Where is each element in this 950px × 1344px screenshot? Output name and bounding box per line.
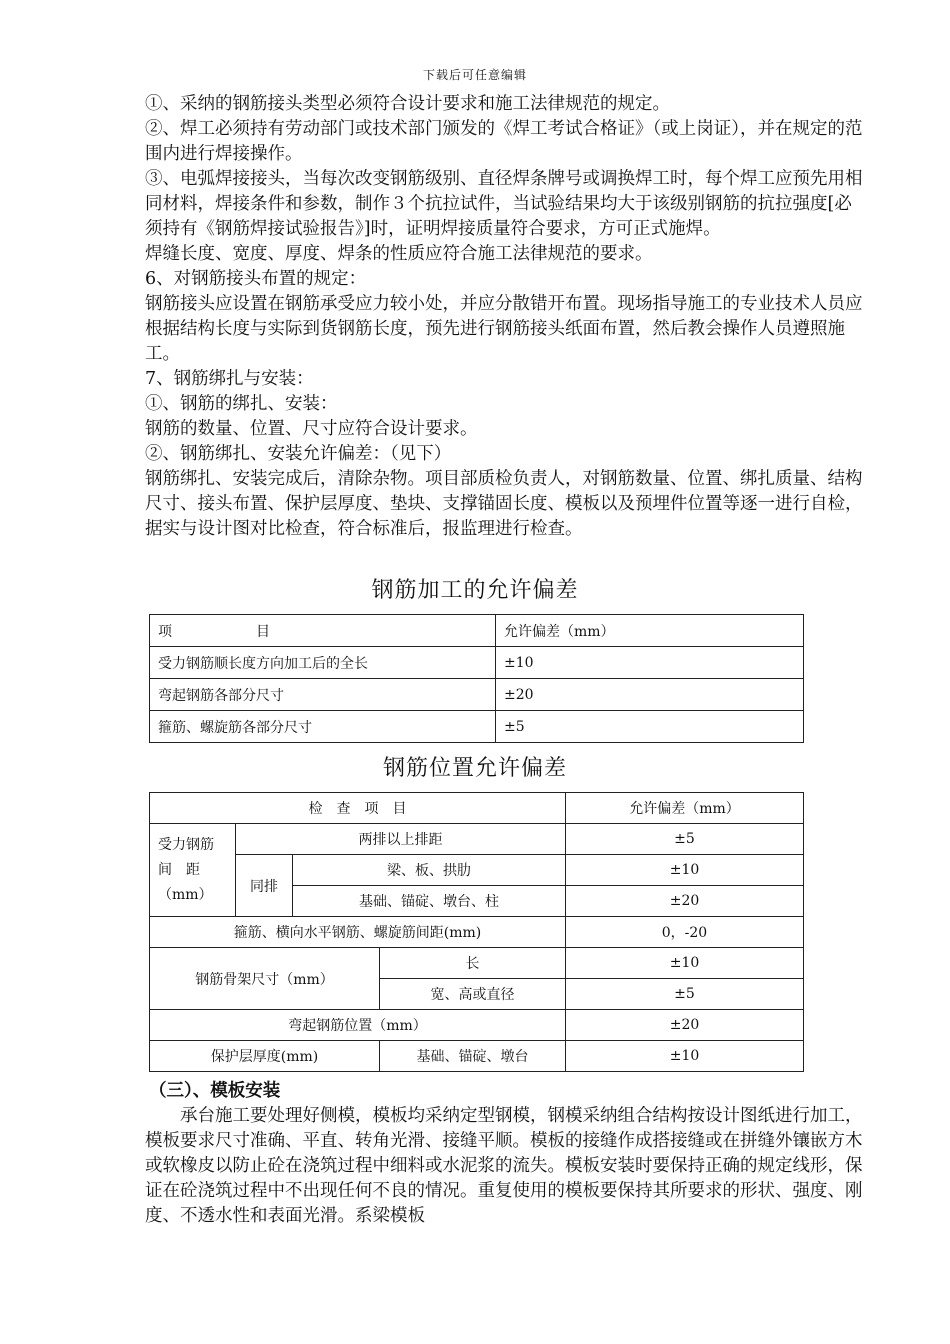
header-tolerance: 允许偏差（mm） <box>566 793 804 824</box>
cell-tolerance: ±5 <box>566 979 804 1010</box>
table-row <box>150 917 804 948</box>
cell-tolerance: 0，-20 <box>566 917 804 948</box>
cell-tolerance: ±5 <box>496 711 804 743</box>
cell-item: 两排以上排距 <box>236 824 566 855</box>
table-row <box>150 1041 804 1072</box>
paragraph: 钢筋的数量、位置、尺寸应符合设计要求。 <box>145 419 478 439</box>
table-row <box>150 711 804 743</box>
table-row <box>150 1010 804 1041</box>
paragraph: ①、钢筋的绑扎、安装： <box>145 394 338 414</box>
paragraph: ①、采纳的钢筋接头类型必须符合设计要求和施工法律规范的规定。 <box>145 94 670 114</box>
cell-tolerance: ±20 <box>566 886 804 917</box>
table1-caption: 钢筋加工的允许偏差 <box>371 578 579 603</box>
table-header-row <box>150 793 804 824</box>
cell-tolerance: ±10 <box>566 948 804 979</box>
paragraph: ②、钢筋绑扎、安装允许偏差：（见下） <box>145 444 452 464</box>
table-row <box>150 679 804 711</box>
header-item: 项 目 <box>150 615 496 647</box>
cell-item: 箍筋、螺旋筋各部分尺寸 <box>150 711 496 743</box>
cell-tolerance: ±10 <box>496 647 804 679</box>
page-header: 下载后可任意编辑 <box>422 68 527 82</box>
paragraph: 焊缝长度、宽度、厚度、焊条的性质应符合施工法律规范的要求。 <box>145 244 653 264</box>
cell-item: 基础、锚碇、墩台 <box>380 1041 566 1072</box>
cell-item: 受力钢筋顺长度方向加工后的全长 <box>150 647 496 679</box>
table2-caption: 钢筋位置允许偏差 <box>382 756 567 781</box>
table-row <box>150 647 804 679</box>
cell-item: 箍筋、横向水平钢筋、螺旋筋间距(mm) <box>150 917 566 948</box>
paragraph: 6、对钢筋接头布置的规定： <box>145 269 367 289</box>
cell-tolerance: ±20 <box>496 679 804 711</box>
processing-tolerance-table <box>149 614 804 743</box>
paragraph: ②、焊工必须持有劳动部门或技术部门颁发的《焊工考试合格证》（或上岗证），并在规定的范围内进行焊接操作。 <box>145 119 863 164</box>
header-item: 检 查 项 目 <box>150 793 566 824</box>
paragraph: ③、电弧焊接接头，当每次改变钢筋级别、直径焊条牌号或调换焊工时，每个焊工应预先用相同材料，焊接条件和参数，制作３个抗拉试件，当试验结果均大于该级别钢筋的抗拉强度[必须持有《钢筋焊接试验报告》]时，证明焊接质量符合要求，方可正式施焊。 <box>145 169 863 239</box>
cell-tolerance: ±10 <box>566 855 804 886</box>
paragraph: 钢筋绑扎、安装完成后，清除杂物。项目部质检负责人，对钢筋数量、位置、绑扎质量、结构尺寸、接头布置、保护层厚度、垫块、支撑锚固长度、模板以及预埋件位置等逐一进行自检，据实与设计图对比检查，符合标准后，报监理进行检查。 <box>145 469 863 539</box>
section-title: （三）、模板安装 <box>149 1081 281 1101</box>
table-row <box>150 824 804 855</box>
cell-tolerance: ±10 <box>566 1041 804 1072</box>
spacing-label: 受力钢筋间 距（mm） <box>150 824 236 917</box>
table-row <box>150 855 804 886</box>
paragraph: 钢筋接头应设置在钢筋承受应力较小处，并应分散错开布置。现场指导施工的专业技术人员应根据结构长度与实际到货钢筋长度，预先进行钢筋接头纸面布置，然后教会操作人员遵照施工。 <box>145 294 863 364</box>
same-row-label: 同排 <box>236 855 293 917</box>
paragraph: 7、钢筋绑扎与安装： <box>145 369 314 389</box>
table-header-row <box>150 615 804 647</box>
header-tolerance: 允许偏差（mm） <box>496 615 804 647</box>
tail-text <box>145 1104 865 1229</box>
frame-label: 钢筋骨架尺寸（mm） <box>150 948 380 1010</box>
paragraph: 承台施工要处理好侧模，模板均采纳定型钢模，钢模采纳组合结构按设计图纸进行加工，模板要求尺寸准确、平直、转角光滑、接缝平顺。模板的接缝作成搭接缝或在拼缝外镶嵌方木或软橡皮以防止砼在浇筑过程中细料或水泥浆的流失。模板安装时要保持正确的规定线形，保证在砼浇筑过程中不出现任何不良的情况。重复使用的模板要保持其所要求的形状、强度、刚度、不透水性和表面光滑。系梁模板 <box>145 1106 863 1226</box>
cell-item: 宽、高或直径 <box>380 979 566 1010</box>
body-text <box>145 92 865 542</box>
cell-item: 梁、板、拱肋 <box>293 855 566 886</box>
position-tolerance-table <box>149 792 804 1072</box>
cell-item: 基础、锚碇、墩台、柱 <box>293 886 566 917</box>
table-row <box>150 948 804 979</box>
cell-tolerance: ±20 <box>566 1010 804 1041</box>
cover-label: 保护层厚度(mm) <box>150 1041 380 1072</box>
cell-item: 长 <box>380 948 566 979</box>
cell-item: 弯起钢筋各部分尺寸 <box>150 679 496 711</box>
cell-tolerance: ±5 <box>566 824 804 855</box>
cell-item: 弯起钢筋位置（mm） <box>150 1010 566 1041</box>
